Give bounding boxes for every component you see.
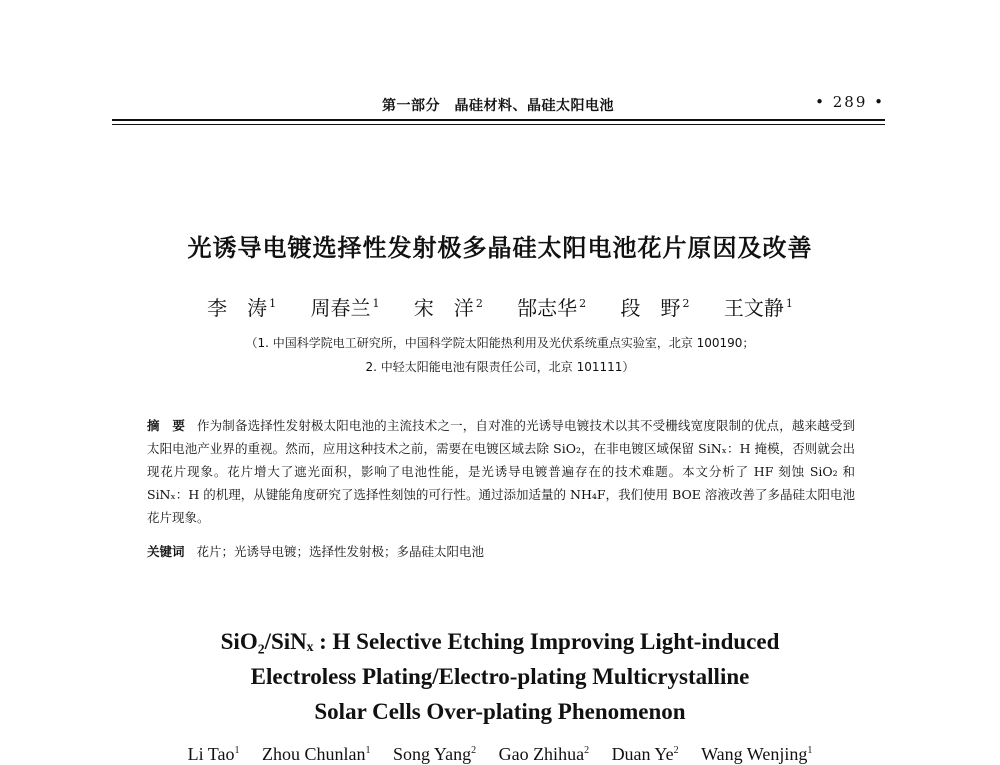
en-author: Song Yang$^2$ xyxy=(393,744,477,764)
header-rule-thick xyxy=(112,119,885,121)
english-title xyxy=(0,624,1000,729)
abstract-label: 摘 要 xyxy=(147,418,185,433)
cn-author: 段 野 $^2$ xyxy=(620,296,690,320)
affiliation-1: （1. 中国科学院电工研究所，中国科学院太阳能热利用及光伏系统重点实验室，北京 100190； xyxy=(245,336,755,350)
keywords-label: 关键词 xyxy=(147,544,185,559)
affiliation-2: 2. 中轻太阳能电池有限责任公司，北京 101111） xyxy=(365,360,635,374)
abstract xyxy=(147,414,855,529)
en-author: Gao Zhihua$^2$ xyxy=(498,744,590,764)
section-title: 第一部分 晶硅材料、晶硅太阳电池 xyxy=(382,98,614,114)
en-author: Zhou Chunlan$^1$ xyxy=(262,744,371,764)
page-number: • 289 • xyxy=(815,93,885,111)
abstract-text: 作为制备选择性发射极太阳电池的主流技术之一，自对准的光诱导电镀技术以其不受栅线宽度限制的优点，越来越受到太阳电池产业界的重视。然而，应用这种技术之前，需要在电镀区域去除 SiO₂，在非电镀区域保留 SiNₓ：H 掩模，否则就会出现花片现象。花片增大了遮光面积，影响了电池性能，是光诱导电镀普遍存在的技术难题。本文分析了 HF 刻蚀 SiO₂ 和 SiNₓ：H 的机理，从键能角度研究了选择性刻蚀的可行性。通过添加适量的 NH₄F，我们使用 BOE 溶液改善了多晶硅太阳电池花片现象。 xyxy=(147,418,855,525)
cn-author: 王文静 $^1$ xyxy=(723,296,793,320)
cn-author: 宋 洋 $^2$ xyxy=(413,296,483,320)
cn-author: 李 涛 $^1$ xyxy=(207,296,277,320)
keywords xyxy=(147,542,855,560)
keywords-text: 花片；光诱导电镀；选择性发射极；多晶硅太阳电池 xyxy=(196,544,485,559)
chinese-title: 光诱导电镀选择性发射极多晶硅太阳电池花片原因及改善 xyxy=(187,234,813,262)
english-title-line: SiO₂/SiNₓ : H Selective Etching Improving Light-induced xyxy=(220,629,780,654)
header-rule-thin xyxy=(112,124,885,125)
english-title-line: Solar Cells Over-plating Phenomenon xyxy=(314,699,686,724)
running-header xyxy=(112,93,885,115)
cn-author: 周春兰 $^1$ xyxy=(310,296,380,320)
en-author: Li Tao$^1$ xyxy=(187,744,240,764)
cn-author: 郜志华 $^2$ xyxy=(517,296,587,320)
english-authors xyxy=(0,744,1000,765)
en-author: Wang Wenjing$^1$ xyxy=(701,744,813,764)
en-author: Duan Ye$^2$ xyxy=(611,744,679,764)
chinese-authors xyxy=(0,292,1000,321)
english-title-line: Electroless Plating/Electro-plating Multicrystalline xyxy=(250,664,750,689)
